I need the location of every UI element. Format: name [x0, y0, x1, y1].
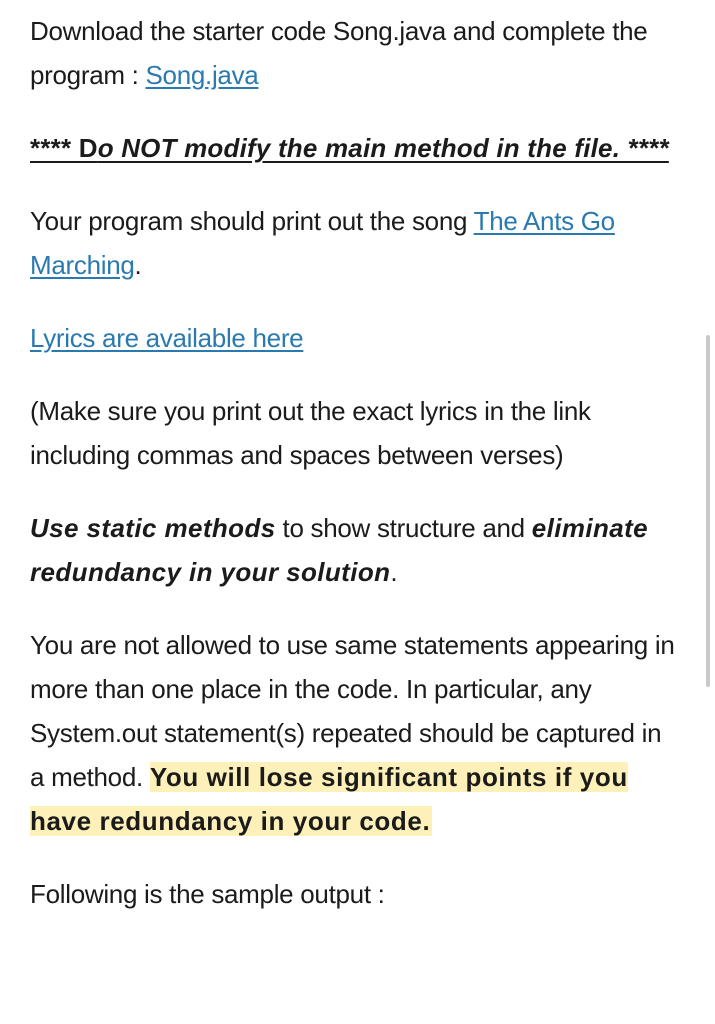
starter-code-paragraph: [30, 9, 678, 97]
structure-text: to show structure and: [275, 513, 532, 543]
warning-emphasis: o NOT modify the main method in the file. ****: [97, 133, 669, 163]
warning-prefix: **** D: [30, 133, 98, 163]
eliminate-redundancy-text: eliminate redundancy in your solution: [30, 513, 649, 587]
assignment-content: [30, 9, 678, 945]
redundancy-paragraph: [30, 623, 678, 843]
exact-lyrics-note: (Make sure you print out the exact lyrics in the link including commas and spaces between verses): [30, 396, 591, 470]
static-methods-suffix: .: [390, 557, 398, 587]
song-suffix: .: [134, 250, 142, 280]
sample-output-heading: Following is the sample output :: [30, 879, 385, 909]
lyrics-paragraph: [30, 316, 678, 360]
song-text: Your program should print out the song: [30, 206, 474, 236]
lose-points-highlight: You will lose significant points if you have redundancy in your code.: [30, 762, 628, 836]
use-static-methods-text: Use static methods: [30, 513, 276, 543]
lyrics-link[interactable]: Lyrics are available here: [30, 323, 304, 353]
static-methods-paragraph: [30, 506, 678, 594]
song-java-link[interactable]: Song.java: [145, 60, 259, 90]
redundancy-text: You are not allowed to use same statements appearing in more than one place in the code. In particular, any System.out statement(s) repeated should be captured in a method.: [30, 630, 675, 792]
ants-go-marching-link[interactable]: The Ants Go Marching: [30, 206, 615, 280]
song-paragraph: [30, 199, 678, 287]
vertical-scrollbar[interactable]: [706, 335, 710, 687]
do-not-modify-warning: [30, 126, 678, 170]
starter-code-text: Download the starter code Song.java and complete the program :: [30, 16, 648, 90]
